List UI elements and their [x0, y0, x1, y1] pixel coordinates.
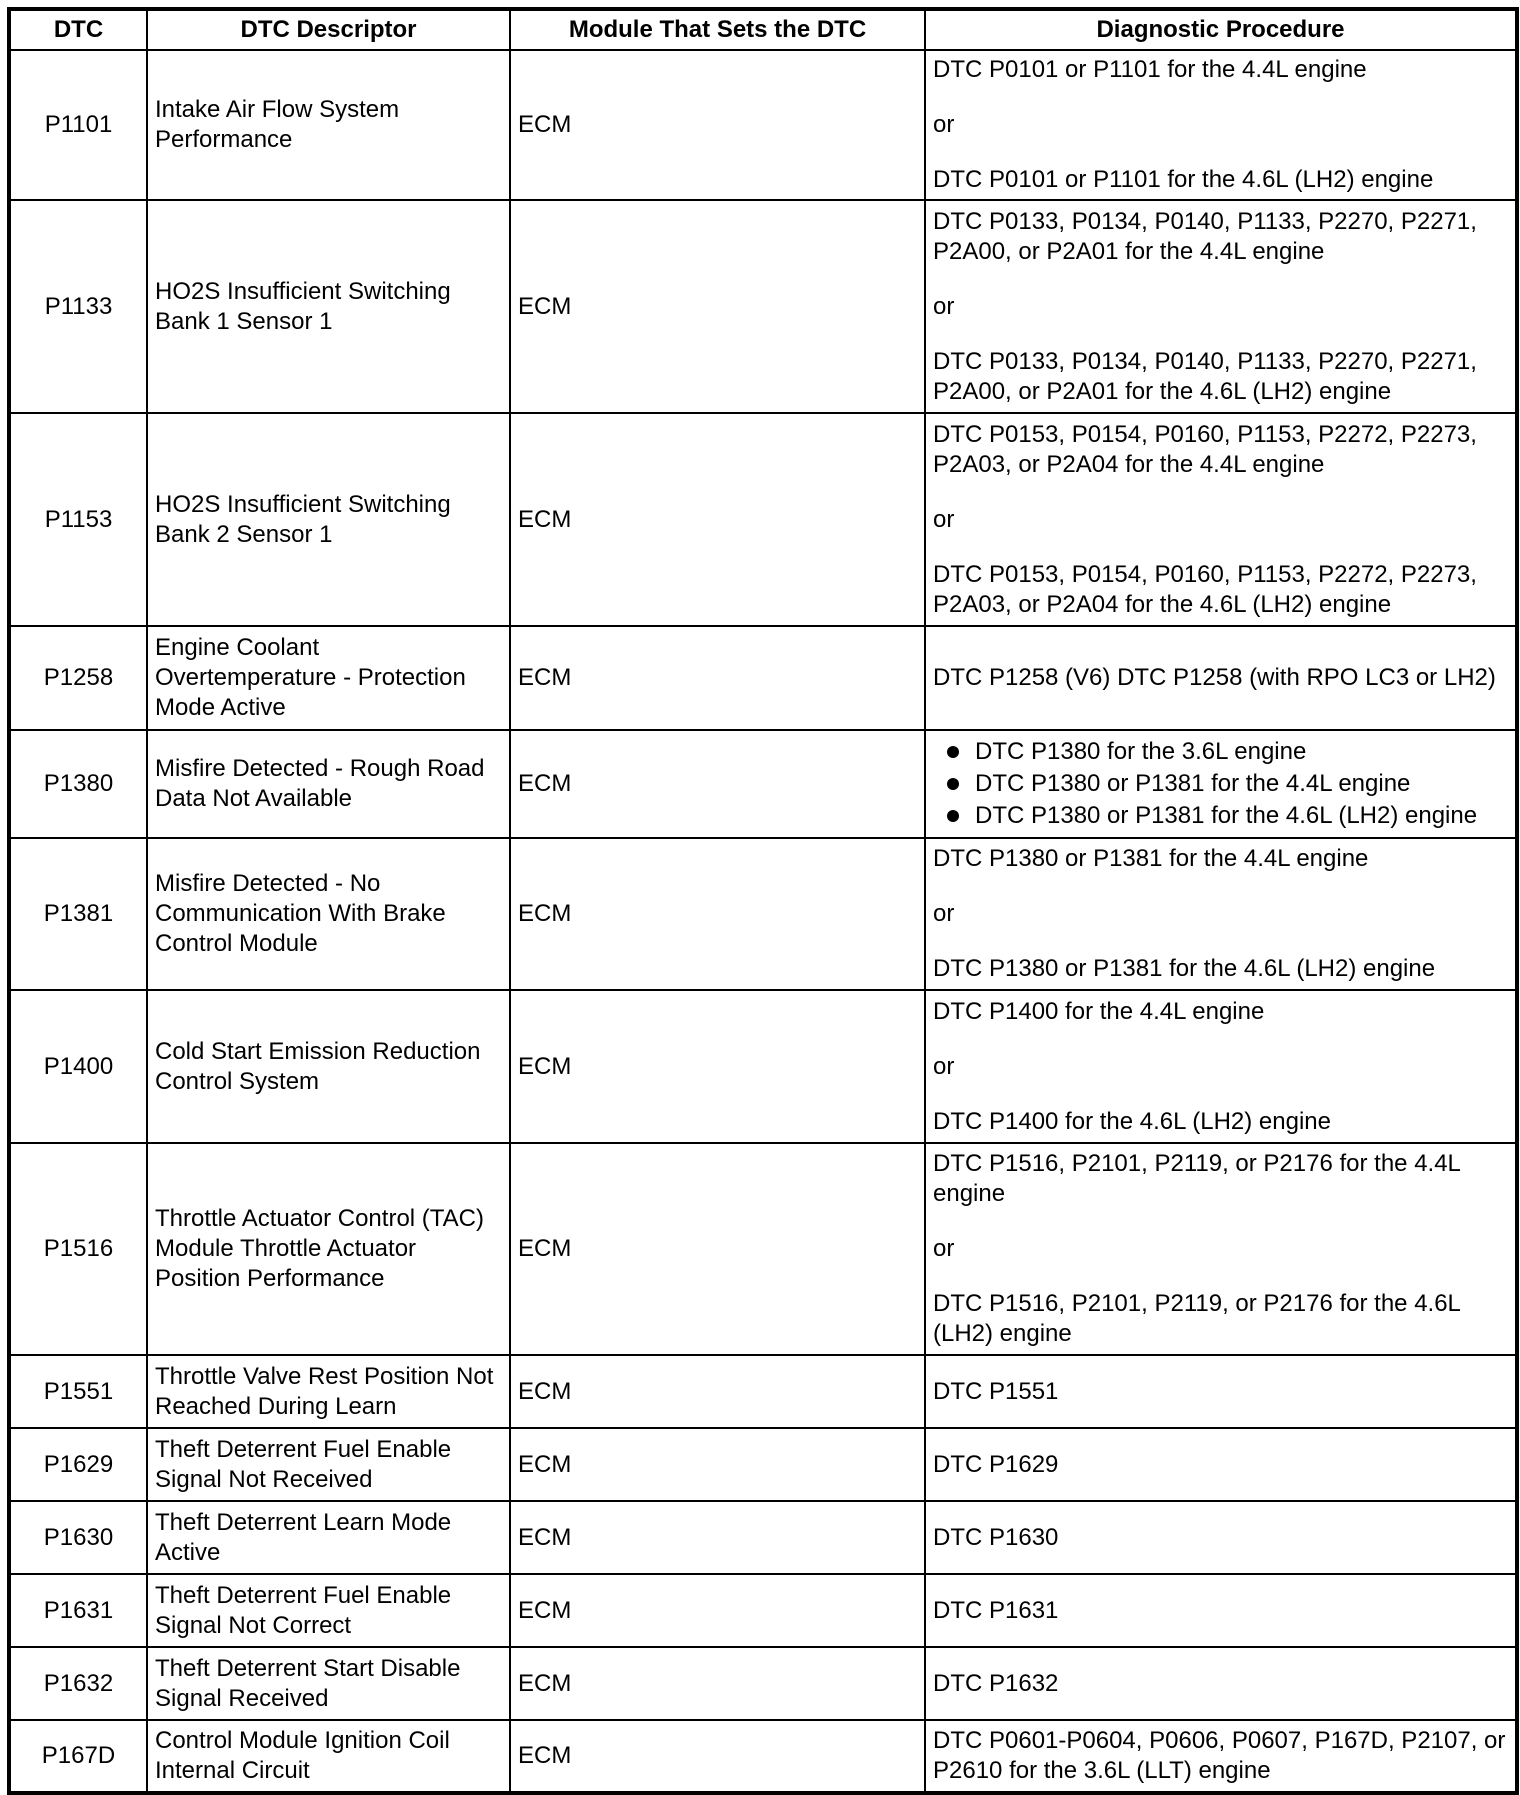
procedure-line: DTC P1400 for the 4.6L (LH2) engine — [933, 1107, 1332, 1135]
procedure-line: DTC P1400 for the 4.4L engine — [933, 997, 1265, 1025]
procedure-bullet-item — [933, 736, 1508, 768]
procedure-line: DTC P0601-P0604, P0606, P0607, P167D, P2107, or P2610 for the 3.6L (LLT) engine — [933, 1727, 1506, 1784]
dtc-code: P1516 — [9, 1143, 147, 1355]
dtc-descriptor: Engine Coolant Overtemperature - Protection Mode Active — [147, 626, 510, 730]
table-row — [9, 1720, 1517, 1793]
dtc-descriptor: Theft Deterrent Fuel Enable Signal Not Received — [147, 1428, 510, 1501]
procedure-line: or — [933, 111, 955, 138]
procedure-line: or — [933, 1235, 955, 1262]
bullet-text: DTC P1380 for the 3.6L engine — [975, 738, 1307, 765]
procedure-line: DTC P0133, P0134, P0140, P1133, P2270, P2271, P2A00, or P2A01 for the 4.6L (LH2) engine — [933, 347, 1477, 405]
table-row — [9, 838, 1517, 990]
procedure-line: DTC P1632 — [933, 1669, 1059, 1697]
bullet-icon — [947, 810, 959, 822]
procedure-bullet-item — [933, 800, 1508, 832]
table-header-row — [9, 9, 1517, 50]
table-row — [9, 413, 1517, 626]
diagnostic-procedure — [925, 990, 1517, 1143]
table-row — [9, 50, 1517, 200]
dtc-module: ECM — [510, 50, 925, 200]
dtc-module: ECM — [510, 1574, 925, 1647]
header-dtc: DTC — [9, 9, 147, 50]
dtc-code: P1551 — [9, 1355, 147, 1428]
procedure-line: DTC P0101 or P1101 for the 4.4L engine — [933, 56, 1367, 83]
dtc-code: P1101 — [9, 50, 147, 200]
dtc-code: P1258 — [9, 626, 147, 730]
dtc-module: ECM — [510, 413, 925, 626]
procedure-line: DTC P1516, P2101, P2119, or P2176 for the 4.4L engine — [933, 1150, 1461, 1207]
dtc-module: ECM — [510, 1720, 925, 1793]
diagnostic-procedure — [925, 626, 1517, 730]
dtc-code: P167D — [9, 1720, 147, 1793]
bullet-icon — [947, 778, 959, 790]
procedure-line: DTC P1380 or P1381 for the 4.4L engine — [933, 845, 1369, 872]
table-row — [9, 1428, 1517, 1501]
header-module: Module That Sets the DTC — [510, 9, 925, 50]
procedure-line: DTC P1258 (V6) DTC P1258 (with RPO LC3 or LH2) — [933, 664, 1496, 691]
procedure-line: or — [933, 505, 955, 533]
dtc-module: ECM — [510, 1355, 925, 1428]
table-body — [9, 50, 1517, 1793]
dtc-descriptor: Throttle Actuator Control (TAC) Module Throttle Actuator Position Performance — [147, 1143, 510, 1355]
diagnostic-procedure — [925, 1143, 1517, 1355]
diagnostic-procedure — [925, 50, 1517, 200]
bullet-text: DTC P1380 or P1381 for the 4.6L (LH2) engine — [975, 802, 1478, 829]
diagnostic-procedure — [925, 1574, 1517, 1647]
table-row — [9, 200, 1517, 413]
bullet-text: DTC P1380 or P1381 for the 4.4L engine — [975, 770, 1411, 797]
procedure-line: DTC P0133, P0134, P0140, P1133, P2270, P2271, P2A00, or P2A01 for the 4.4L engine — [933, 207, 1477, 265]
dtc-code: P1380 — [9, 730, 147, 838]
dtc-descriptor: Misfire Detected - No Communication With Brake Control Module — [147, 838, 510, 990]
bullet-icon — [947, 746, 959, 758]
dtc-module: ECM — [510, 1647, 925, 1720]
procedure-line: or — [933, 292, 955, 320]
dtc-module: ECM — [510, 730, 925, 838]
dtc-code: P1133 — [9, 200, 147, 413]
procedure-line: DTC P1551 — [933, 1377, 1059, 1405]
dtc-code: P1629 — [9, 1428, 147, 1501]
table-row — [9, 1143, 1517, 1355]
dtc-module: ECM — [510, 1428, 925, 1501]
header-descriptor: DTC Descriptor — [147, 9, 510, 50]
dtc-module: ECM — [510, 990, 925, 1143]
dtc-code: P1632 — [9, 1647, 147, 1720]
dtc-descriptor: Throttle Valve Rest Position Not Reached During Learn — [147, 1355, 510, 1428]
dtc-code: P1400 — [9, 990, 147, 1143]
table-row — [9, 1574, 1517, 1647]
dtc-descriptor: Theft Deterrent Start Disable Signal Received — [147, 1647, 510, 1720]
procedure-line: DTC P0153, P0154, P0160, P1153, P2272, P2273, P2A03, or P2A04 for the 4.6L (LH2) engine — [933, 560, 1477, 618]
procedure-line: or — [933, 1052, 955, 1080]
procedure-line: DTC P1631 — [933, 1596, 1059, 1624]
table-row — [9, 730, 1517, 838]
dtc-descriptor: Theft Deterrent Learn Mode Active — [147, 1501, 510, 1574]
diagnostic-procedure — [925, 1647, 1517, 1720]
dtc-code: P1381 — [9, 838, 147, 990]
procedure-bullet-item — [933, 768, 1508, 800]
dtc-module: ECM — [510, 626, 925, 730]
dtc-descriptor: Intake Air Flow System Performance — [147, 50, 510, 200]
dtc-descriptor: Misfire Detected - Rough Road Data Not Available — [147, 730, 510, 838]
dtc-module: ECM — [510, 1501, 925, 1574]
dtc-descriptor: HO2S Insufficient Switching Bank 1 Sensor 1 — [147, 200, 510, 413]
procedure-line: DTC P1629 — [933, 1450, 1059, 1478]
procedure-bullet-list — [933, 736, 1508, 832]
dtc-module: ECM — [510, 200, 925, 413]
table-row — [9, 626, 1517, 730]
dtc-descriptor: Cold Start Emission Reduction Control System — [147, 990, 510, 1143]
diagnostic-procedure — [925, 1501, 1517, 1574]
dtc-descriptor: Theft Deterrent Fuel Enable Signal Not Correct — [147, 1574, 510, 1647]
dtc-descriptor: Control Module Ignition Coil Internal Circuit — [147, 1720, 510, 1793]
procedure-line: DTC P0153, P0154, P0160, P1153, P2272, P2273, P2A03, or P2A04 for the 4.4L engine — [933, 420, 1477, 478]
dtc-code: P1153 — [9, 413, 147, 626]
procedure-line: DTC P0101 or P1101 for the 4.6L (LH2) engine — [933, 166, 1434, 193]
header-procedure: Diagnostic Procedure — [925, 9, 1517, 50]
dtc-descriptor: HO2S Insufficient Switching Bank 2 Sensor 1 — [147, 413, 510, 626]
dtc-module: ECM — [510, 838, 925, 990]
procedure-line: DTC P1516, P2101, P2119, or P2176 for the 4.6L (LH2) engine — [933, 1290, 1461, 1347]
dtc-code: P1630 — [9, 1501, 147, 1574]
diagnostic-procedure — [925, 1720, 1517, 1793]
table-row — [9, 1355, 1517, 1428]
diagnostic-procedure — [925, 730, 1517, 838]
table-row — [9, 1647, 1517, 1720]
dtc-module: ECM — [510, 1143, 925, 1355]
procedure-line: or — [933, 900, 955, 927]
dtc-code: P1631 — [9, 1574, 147, 1647]
table-row — [9, 1501, 1517, 1574]
procedure-line: DTC P1630 — [933, 1523, 1059, 1551]
diagnostic-procedure — [925, 1428, 1517, 1501]
diagnostic-procedure — [925, 200, 1517, 413]
diagnostic-procedure — [925, 413, 1517, 626]
procedure-line: DTC P1380 or P1381 for the 4.6L (LH2) engine — [933, 955, 1436, 982]
table-row — [9, 990, 1517, 1143]
diagnostic-procedure — [925, 1355, 1517, 1428]
dtc-table-container — [7, 7, 1515, 1795]
dtc-table — [7, 7, 1519, 1795]
diagnostic-procedure — [925, 838, 1517, 990]
